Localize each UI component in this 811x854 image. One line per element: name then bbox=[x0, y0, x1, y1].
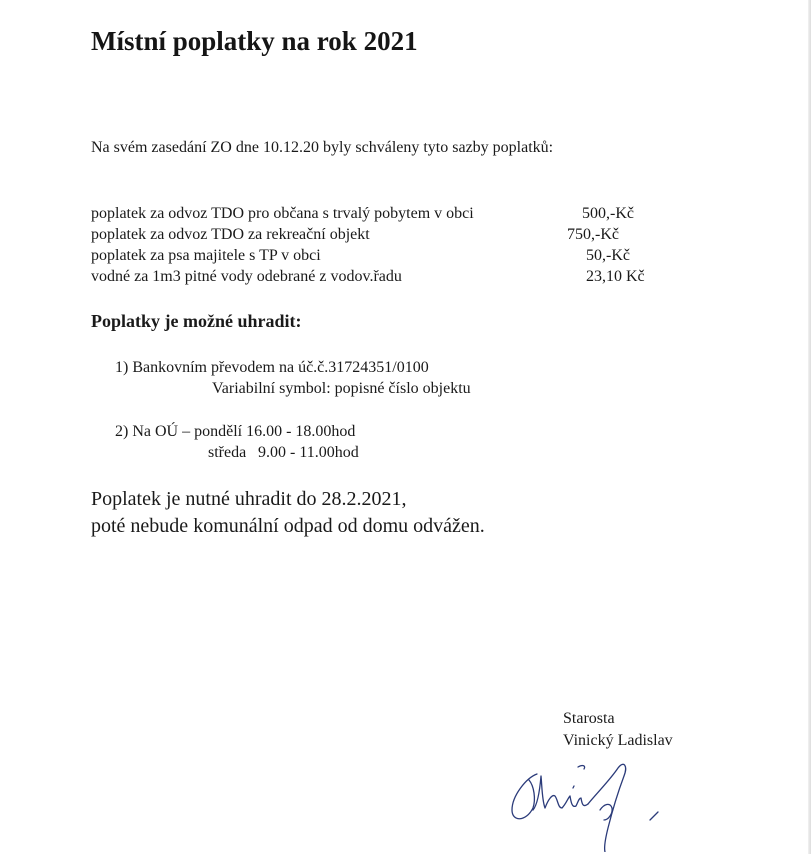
fee-row bbox=[91, 203, 671, 224]
fee-label: poplatek za odvoz TDO pro občana s trvalý pobytem v obci bbox=[91, 205, 474, 222]
fee-label: poplatek za psa majitele s TP v obci bbox=[91, 247, 321, 264]
handwritten-signature bbox=[500, 752, 680, 852]
fee-row bbox=[91, 245, 671, 266]
fee-price: 23,10 Kč bbox=[586, 268, 645, 285]
signer-role: Starosta bbox=[563, 710, 615, 727]
fee-row bbox=[91, 266, 671, 287]
intro-text: Na svém zasedání ZO dne 10.12.20 byly schváleny tyto sazby poplatků: bbox=[91, 139, 554, 156]
fee-list bbox=[91, 203, 671, 287]
payment-option-bank-detail: Variabilní symbol: popisné číslo objektu bbox=[212, 380, 471, 397]
page-title: Místní poplatky na rok 2021 bbox=[91, 26, 418, 56]
payment-heading: Poplatky je možné uhradit: bbox=[91, 311, 302, 331]
signer-name: Vinický Ladislav bbox=[563, 732, 673, 749]
payment-option-office: 2) Na OÚ – pondělí 16.00 - 18.00hod bbox=[115, 423, 356, 440]
payment-option-bank: 1) Bankovním převodem na úč.č.31724351/0100 bbox=[115, 359, 429, 376]
fee-price: 500,-Kč bbox=[582, 205, 634, 222]
fee-price: 750,-Kč bbox=[567, 226, 619, 243]
fee-label: poplatek za odvoz TDO za rekreační objekt bbox=[91, 226, 370, 243]
payment-option-office-wednesday bbox=[208, 442, 359, 463]
fee-label: vodné za 1m3 pitné vody odebrané z vodov.řadu bbox=[91, 268, 402, 285]
office-day: středa bbox=[208, 444, 247, 461]
signer-block bbox=[563, 708, 673, 752]
deadline-line-2: poté nebude komunální odpad od domu odvážen. bbox=[91, 515, 485, 537]
fee-row bbox=[91, 224, 671, 245]
deadline-notice bbox=[91, 486, 485, 540]
office-hours: 9.00 - 11.00hod bbox=[258, 444, 359, 461]
deadline-line-1: Poplatek je nutné uhradit do 28.2.2021, bbox=[91, 488, 407, 510]
fee-price: 50,-Kč bbox=[586, 247, 630, 264]
